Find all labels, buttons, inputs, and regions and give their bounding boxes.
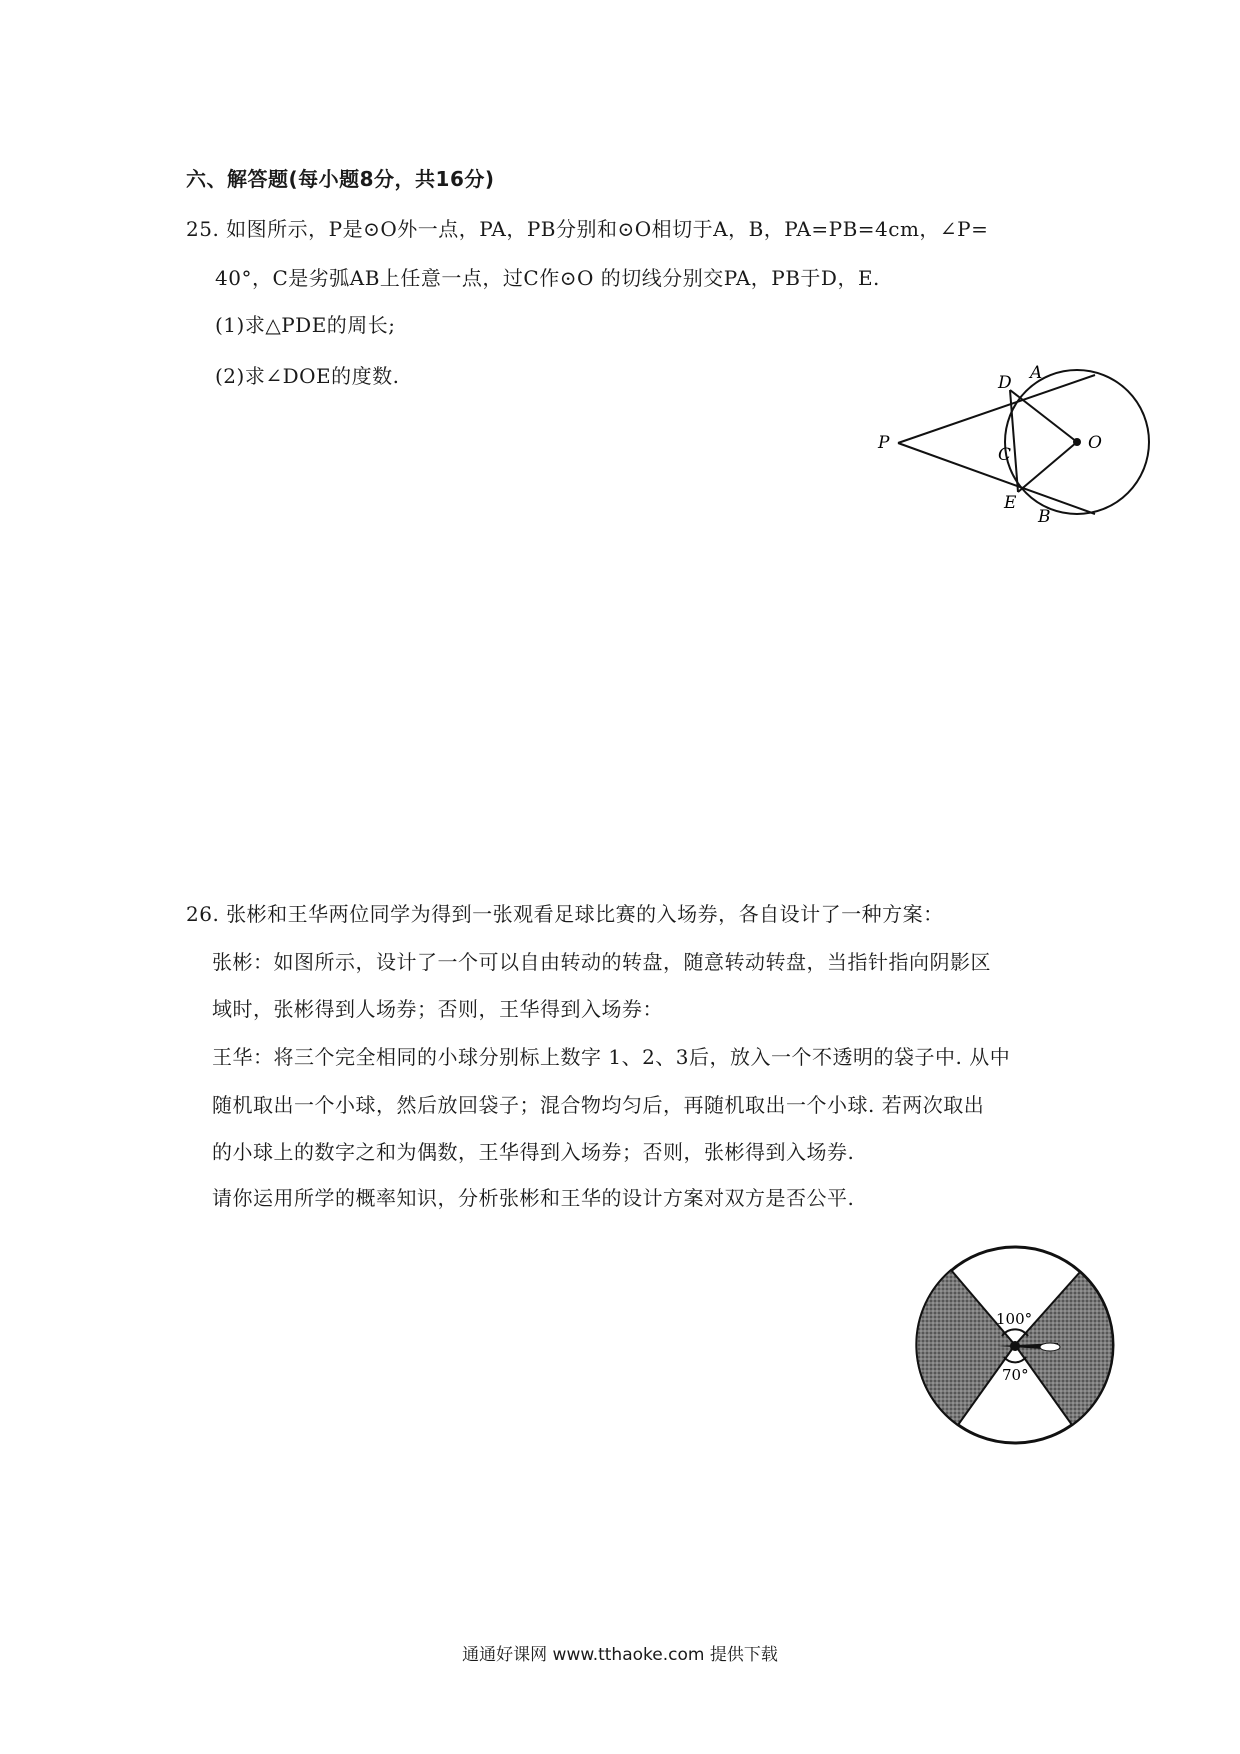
center-point (1073, 438, 1081, 446)
q25-subquestion-1: (1)求△PDE的周长; (215, 313, 396, 337)
segment-od (1010, 390, 1077, 442)
label-e: E (1004, 493, 1017, 513)
q25-subquestion-2: (2)求∠DOE的度数. (215, 364, 400, 388)
label-c: C (998, 445, 1012, 465)
q25-line-1: 25. 如图所示，P是⊙O外一点，PA，PB分别和⊙O相切于A，B，PA=PB=4cm，∠P= (186, 217, 989, 241)
q26-line-3: 域时，张彬得到人场券；否则，王华得到入场券： (212, 997, 663, 1021)
spinner-hub (1010, 1341, 1020, 1351)
q26-line-2: 张彬：如图所示，设计了一个可以自由转动的转盘，随意转动转盘，当指针指向阴影区 (212, 950, 991, 974)
pointer-tip (1040, 1343, 1060, 1351)
q26-line-1: 26. 张彬和王华两位同学为得到一张观看足球比赛的入场券，各自设计了一种方案： (186, 902, 944, 926)
q25-tangent-figure (870, 360, 1160, 540)
page-footer: 通通好课网 www.tthaoke.com 提供下载 (462, 1645, 778, 1665)
tangent-line-pb (898, 443, 1095, 514)
angle-label-100: 100° (996, 1310, 1033, 1328)
angle-label-70: 70° (1002, 1366, 1029, 1384)
section-heading: 六、解答题(每小题8分，共16分) (186, 167, 495, 191)
label-d: D (998, 373, 1012, 393)
q26-line-4: 王华：将三个完全相同的小球分别标上数字 1、2、3后，放入一个不透明的袋子中. 从中 (212, 1045, 1011, 1069)
q26-spinner-figure (910, 1240, 1130, 1450)
segment-oe (1018, 442, 1077, 492)
q26-line-6: 的小球上的数字之和为偶数，王华得到入场券；否则，张彬得到入场券. (212, 1140, 855, 1164)
label-b: B (1038, 507, 1051, 527)
q26-line-5: 随机取出一个小球，然后放回袋子；混合物均匀后，再随机取出一个小球. 若两次取出 (212, 1093, 985, 1117)
label-p: P (878, 433, 890, 453)
q25-line-2: 40°，C是劣弧AB上任意一点，过C作⊙O 的切线分别交PA，PB于D，E. (215, 266, 880, 290)
q26-line-7: 请你运用所学的概率知识，分析张彬和王华的设计方案对双方是否公平. (212, 1186, 855, 1210)
label-a: A (1030, 363, 1043, 383)
label-o: O (1088, 433, 1102, 453)
